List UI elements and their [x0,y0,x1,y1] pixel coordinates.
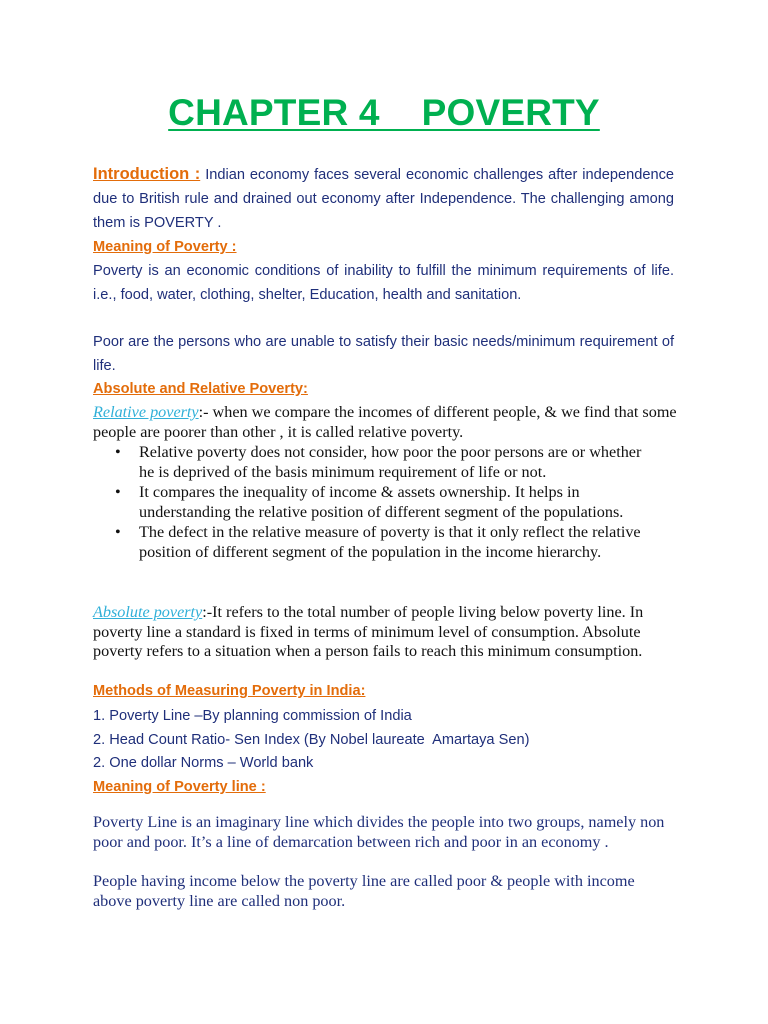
absolute-poverty-paragraph [93,603,677,662]
relative-poverty-paragraph [93,403,677,442]
meaning-of-poverty-heading: Meaning of Poverty : [93,239,237,255]
list-item: • Relative poverty does not consider, how poor the poor persons are or whether he is deprived of the basis minimum requirement of life or not. [115,443,642,481]
method-item-2: 2. Head Count Ratio- Sen Index (By Nobel laureate Amartaya Sen) [93,732,530,748]
bullet-text: The defect in the relative measure of poverty is that it only reflect the relative position of different segment of the population in the income hierarchy. [139,523,641,561]
introduction-text: Indian economy faces several economic challenges after independence due to British rule and drained out economy after Independence. The challenging among them is POVERTY . [93,167,674,231]
relative-poverty-text: :- when we compare the incomes of different people, & we find that some people are poorer than other , it is called relative poverty. [93,403,677,441]
method-item-3: 2. One dollar Norms – World bank [93,755,314,771]
absolute-poverty-term: Absolute poverty [93,603,203,621]
list-item: • The defect in the relative measure of poverty is that it only reflect the relative position of different segment of the population in the income hierarchy. [115,523,641,561]
list-item: • It compares the inequality of income & assets ownership. It helps in understanding the relative position of different segment of the populations. [115,483,624,521]
relative-poverty-bullets [112,443,652,563]
meaning-paragraph-2: Poor are the persons who are unable to satisfy their basic needs/minimum requirement of life. [93,334,674,374]
poverty-line-paragraph-2: People having income below the poverty line are called poor & people with income above poverty line are called non poor. [93,872,635,910]
meaning-paragraph-1: Poverty is an economic conditions of inability to fulfill the minimum requirements of life. i.e., food, water, clothing, shelter, Education, health and sanitation. [93,263,674,303]
methods-heading: Methods of Measuring Poverty in India: [93,683,366,699]
absolute-relative-heading: Absolute and Relative Poverty: [93,381,308,397]
introduction-label: Introduction : [93,165,201,183]
chapter-title: CHAPTER 4 POVERTY [168,92,600,133]
poverty-line-paragraph-1: Poverty Line is an imaginary line which divides the people into two groups, namely non poor and poor. It’s a line of demarcation between rich and poor in an economy . [93,813,665,851]
bullet-text: It compares the inequality of income & assets ownership. It helps in understanding the relative position of different segment of the populations. [139,483,624,521]
absolute-poverty-text: :-It refers to the total number of people living below poverty line. In poverty line a standard is fixed in terms of minimum level of consumption. Absolute poverty refers to a situation when a person fails to reach this minimum consumption. [93,603,644,660]
poverty-line-heading: Meaning of Poverty line : [93,779,266,795]
introduction-paragraph [93,162,674,235]
bullet-text: Relative poverty does not consider, how poor the poor persons are or whether he is deprived of the basis minimum requirement of life or not. [139,443,642,481]
method-item-1: 1. Poverty Line –By planning commission of India [93,708,412,724]
relative-poverty-term: Relative poverty [93,403,199,421]
